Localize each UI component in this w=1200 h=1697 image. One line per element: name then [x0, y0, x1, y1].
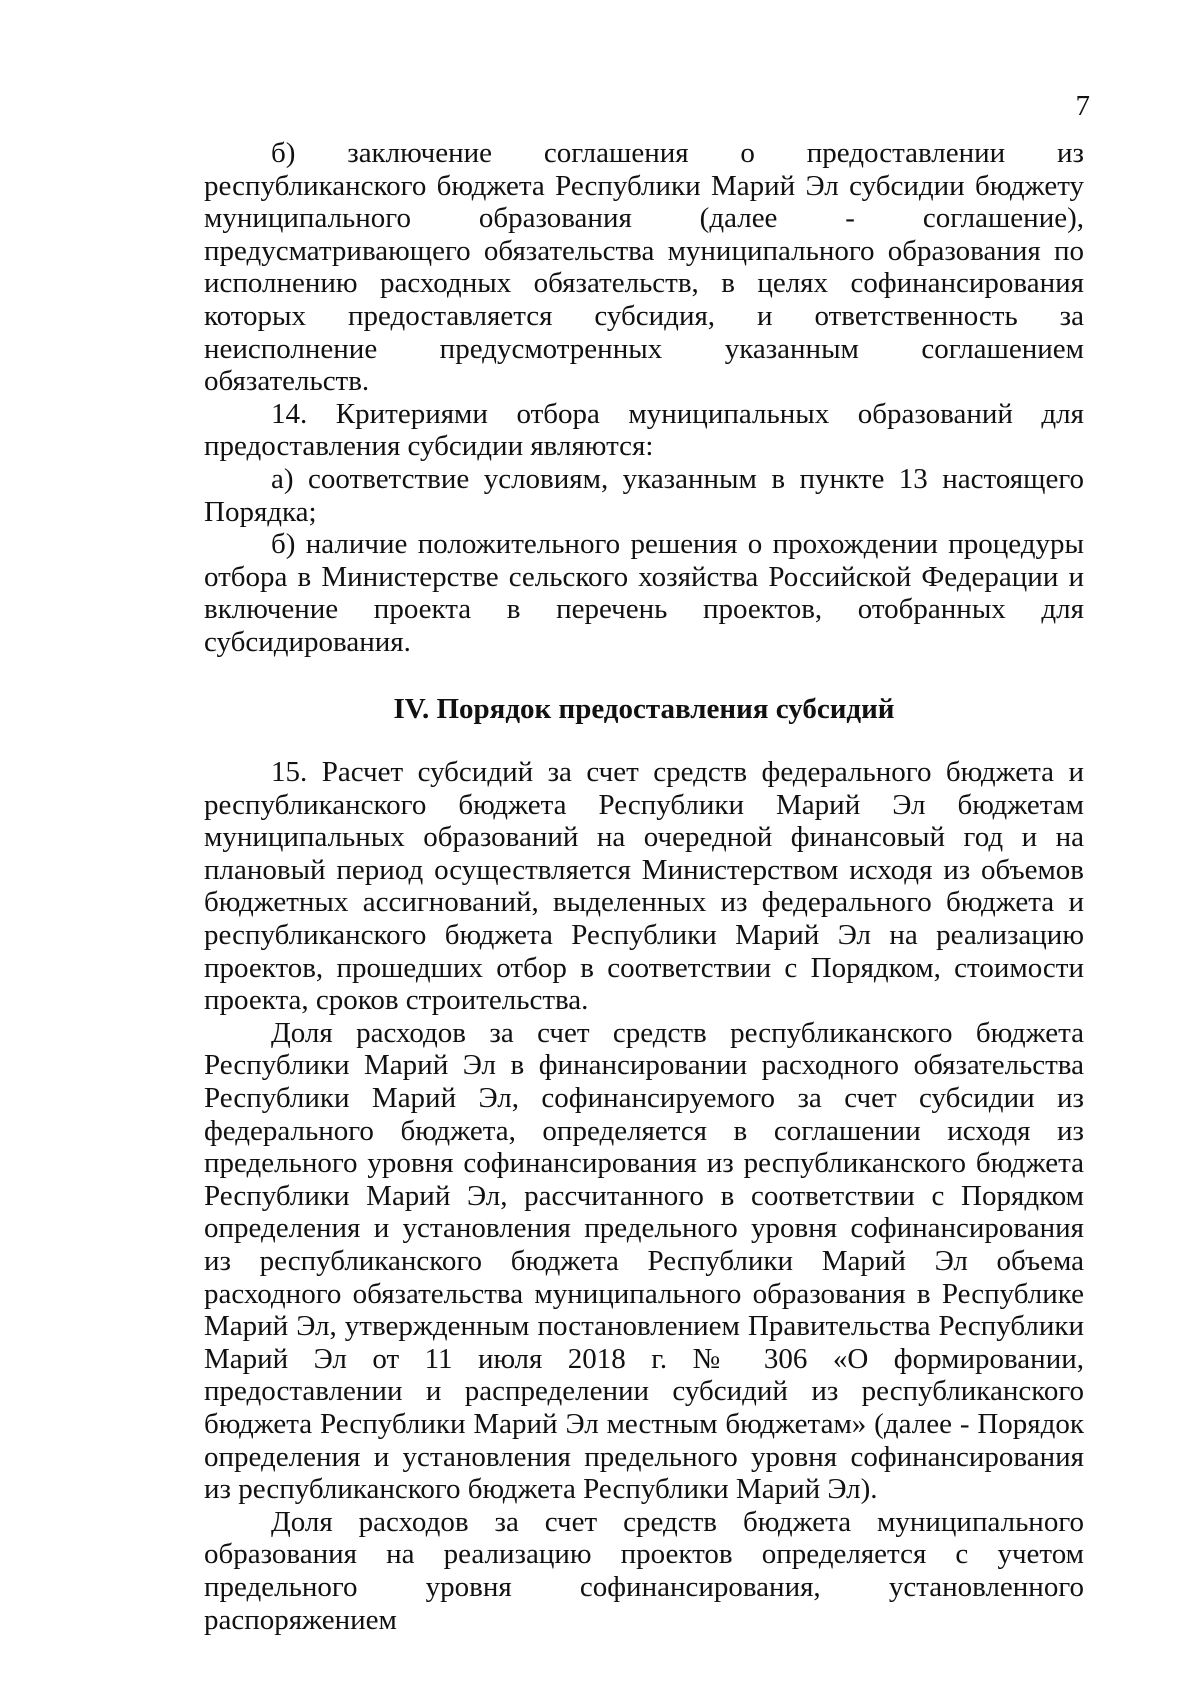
paragraph-15-municipal-share: Доля расходов за счет средств бюджета муниципального образования на реализацию проектов определяется с учетом предельного уровня софинансирования, установленного распоряжением [204, 1505, 1084, 1636]
paragraph-15: 15. Расчет субсидий за счет средств федерального бюджета и республиканского бюджета Республики Марий Эл бюджетам муниципальных образований на очередной финансовый год и на плановый период осуществляется Министерством исходя из объемов бюджетных ассигнований, выделенных из федерального бюджета и республиканского бюджета Республики Марий Эл на реализацию проектов, прошедших отбор в соответствии с Порядком, стоимости проекта, сроков строительства. [204, 756, 1084, 1017]
section-heading: IV. Порядок предоставления субсидий [393, 692, 895, 725]
paragraph-14a: а) соответствие условиям, указанным в пункте 13 настоящего Порядка; [204, 462, 1084, 528]
paragraph-14b: б) наличие положительного решения о прохождении процедуры отбора в Министерстве сельского хозяйства Российской Федерации и включение проекта в перечень проектов, отобранных для субсидирования. [204, 528, 1084, 658]
paragraph-13b: б) заключение соглашения о предоставлении из республиканского бюджета Республики Марий Эл субсидии бюджету муниципального образования (далее - соглашение), предусматривающего обязательства муниципального образования по исполнению расходных обязательств, в целях софинансирования которых предоставляется субсидия, и ответственность за неисполнение предусмотренных указанным соглашением обязательств. [204, 137, 1084, 398]
document-body [204, 137, 1084, 1636]
paragraph-15-republic-share: Доля расходов за счет средств республиканского бюджета Республики Марий Эл в финансировании расходного обязательства Республики Марий Эл, софинансируемого за счет субсидии из федерального бюджета, определяется в соглашении исходя из предельного уровня софинансирования из республиканского бюджета Республики Марий Эл, рассчитанного в соответствии с Порядком определения и установления предельного уровня софинансирования из республиканского бюджета Республики Марий Эл объема расходного обязательства муниципального образования в Республике Марий Эл, утвержденным постановлением Правительства Республики Марий Эл от 11 июля 2018 г. № 306 «О формировании, предоставлении и распределении субсидий из республиканского бюджета Республики Марий Эл местным бюджетам» (далее - Порядок определения и установления предельного уровня софинансирования из республиканского бюджета Республики Марий Эл). [204, 1016, 1084, 1506]
page-number: 7 [1075, 90, 1090, 122]
paragraph-14: 14. Критериями отбора муниципальных образований для предоставления субсидии являются: [204, 397, 1084, 463]
